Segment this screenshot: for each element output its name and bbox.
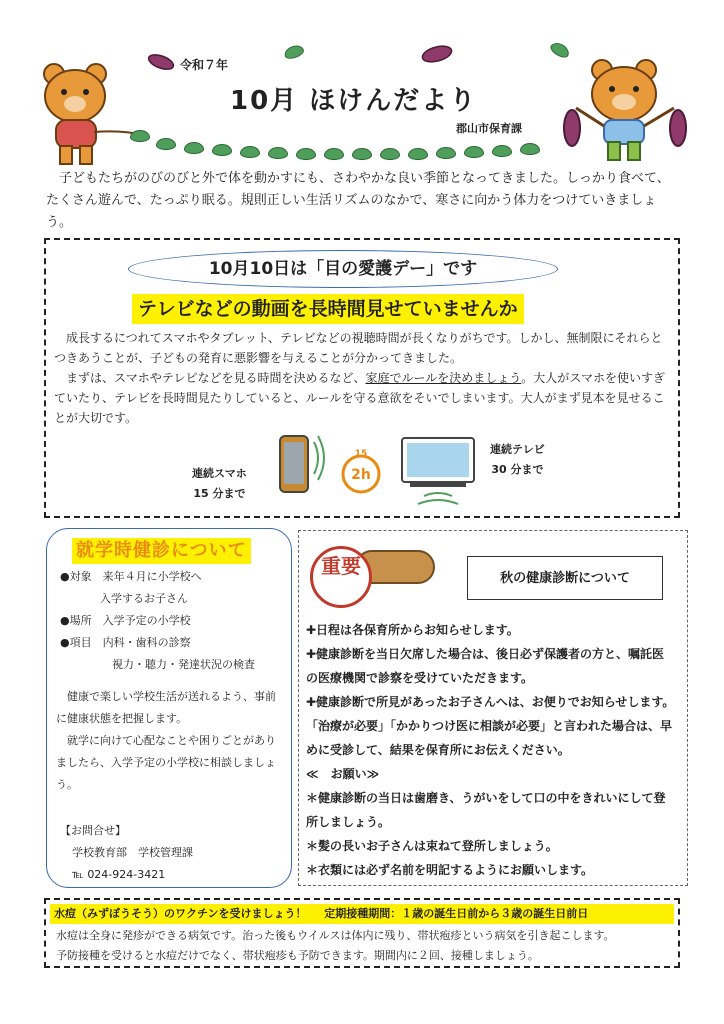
vaccine-body (56, 926, 676, 966)
school-paragraph-2: 就学に向けて心配なことや困りごとがありましたら、入学予定の小学校に相談しましょう。 (56, 734, 276, 791)
leaf-icon (296, 148, 316, 160)
autumn-checkup-title: 秋の健康診断について (467, 556, 663, 600)
eye-day-p2-end: 。大人がスマホを使いすぎていたり、テレビを長時間見たりしていると、ルールを守る意欲をそいでしまいます。大人がまず見本を見せることが大切です。 (54, 371, 666, 425)
leaf-icon (184, 142, 204, 154)
department-label: 郡山市保育課 (456, 122, 522, 135)
eye-day-p2-start: まずは、スマホやテレビなどを見る時間を決めるなど、 (66, 371, 366, 385)
vaccine-line-1: 水痘は全身に発疹ができる病気です。治った後もウイルスは体内に残り、帯状疱疹という病気を引き起こします。 (56, 929, 615, 942)
page-title: 10月 ほけんだより (230, 86, 478, 116)
school-contact (60, 820, 286, 886)
phone-limit-label (192, 464, 247, 504)
clock-top-label: 15 (354, 449, 368, 459)
eye-day-paragraph-1: 成長するにつれてスマホやタブレット、テレビなどの視聴時間が長くなりがちです。しかし、無制限にそれらとつきあうことが、子どもの発育に悪影響を与えることが分かってきました。 (54, 331, 663, 365)
contact-title: 【お問合せ】 (60, 824, 126, 837)
item-value: 内科・歯科の診察 (102, 636, 191, 649)
eye-day-paragraph-2 (54, 368, 674, 428)
request-item-3: ＊衣類には必ず名前を明記するようにお願いします。 (306, 863, 594, 877)
tv-limit-line1: 連続テレビ (490, 443, 545, 456)
tv-limit-label (490, 440, 545, 480)
leaf-icon (130, 130, 150, 142)
leaf-icon (408, 148, 428, 160)
sweet-potato-icon (420, 44, 454, 64)
request-item-2: ＊髪の長いお子さんは束ねて登所しましょう。 (306, 839, 558, 853)
vaccine-heading-bar (50, 904, 674, 924)
leaf-icon (283, 43, 306, 61)
bear-right-illustration (560, 56, 690, 166)
target-value-2: 入学するお子さん (100, 592, 188, 605)
school-paragraph-1: 健康で楽しい学校生活が送れるよう、事前に健康状態を把握します。 (56, 690, 276, 725)
autumn-checkup-bullets (306, 618, 676, 882)
leaf-icon (240, 146, 260, 158)
vaccine-line-2: 予防接種を受けると水痘だけでなく、帯状疱疹も予防できます。期間内に２回、接種しましょう。 (56, 949, 539, 962)
sweet-potato-icon (146, 52, 176, 72)
leaf-icon (352, 148, 372, 160)
intro-paragraph: 子どもたちがのびのびと外で体を動かすにも、さわやかな良い季節となってきました。しっかり食べて、たくさん遊んで、たっぷり眠る。規則正しい生活リズムのなかで、寒さに向かう体力をつけていきましょう。 (46, 171, 670, 230)
phone-limit-line2: 15 分まで (193, 487, 246, 500)
eye-day-banner: 10月10日は「目の愛護デー」です (128, 250, 558, 288)
leaf-icon (436, 147, 456, 159)
school-checkup-text (56, 686, 282, 796)
eye-day-headline: テレビなどの動画を長時間見せていませんか (132, 294, 524, 324)
target-label: ●対象 (60, 570, 92, 583)
checkup-bullet-3: ✚健康診断で所見があったお子さんへは、お便りでお知らせします。「治療が必要」「かかりつけ医に相談が必要」と言われた場合は、早めに受診して、結果を保育所にお伝えください。 (306, 695, 675, 757)
school-checkup-title: 就学時健診について (72, 538, 251, 564)
leaf-icon (380, 148, 400, 160)
target-row (60, 566, 286, 588)
tv-limit-line2: 30 分まで (491, 463, 544, 476)
contact-organization: 学校教育部 学校管理課 (72, 846, 193, 859)
school-checkup-details (60, 566, 286, 676)
important-stamp: 重要 (310, 546, 372, 608)
leaf-icon (324, 148, 344, 160)
eye-day-p2-underline: 家庭でルールを決めましょう (365, 371, 522, 385)
leaf-icon (464, 146, 484, 158)
request-item-1: ＊健康診断の当日は歯磨き、うがいをして口の中をきれいにして登所しましょう。 (306, 791, 666, 829)
checkup-bullet-1: ✚日程は各保育所からお知らせします。 (306, 623, 519, 637)
leaf-icon (520, 143, 540, 155)
bear-left-illustration (34, 60, 144, 170)
smartphone-icon (268, 430, 328, 500)
vaccine-period: 定期接種期間：１歳の誕生日前から３歳の誕生日前日 (324, 907, 589, 920)
leaf-icon (268, 147, 288, 159)
place-value: 入学予定の小学校 (102, 614, 191, 627)
vaccine-heading: 水痘（みずぼうそう）のワクチンを受けましょう！ (54, 907, 307, 920)
item-value-2: 視力・聴力・発達状況の検査 (112, 658, 255, 671)
television-icon (396, 432, 482, 512)
leaf-icon (492, 145, 512, 157)
item-row (60, 632, 286, 654)
contact-phone: ℡ 024-924-3421 (72, 868, 166, 881)
leaf-icon (156, 138, 176, 150)
place-row (60, 610, 286, 632)
target-value: 来年４月に小学校へ (102, 570, 202, 583)
leaf-icon (212, 144, 232, 156)
checkup-bullet-2: ✚健康診断を当日欠席した場合は、後日必ず保護者の方と、嘱託医の医療機関で診察を受けていただきます。 (306, 647, 665, 685)
phone-limit-line1: 連続スマホ (192, 467, 247, 480)
place-label: ●場所 (60, 614, 92, 627)
request-title: ≪ お願い≫ (306, 767, 380, 781)
eye-day-body (54, 328, 674, 428)
clock-2h-icon (336, 446, 386, 496)
item-label: ●項目 (60, 636, 92, 649)
clock-hours-label: 2h (351, 467, 371, 483)
era-label: 令和７年 (180, 58, 229, 72)
